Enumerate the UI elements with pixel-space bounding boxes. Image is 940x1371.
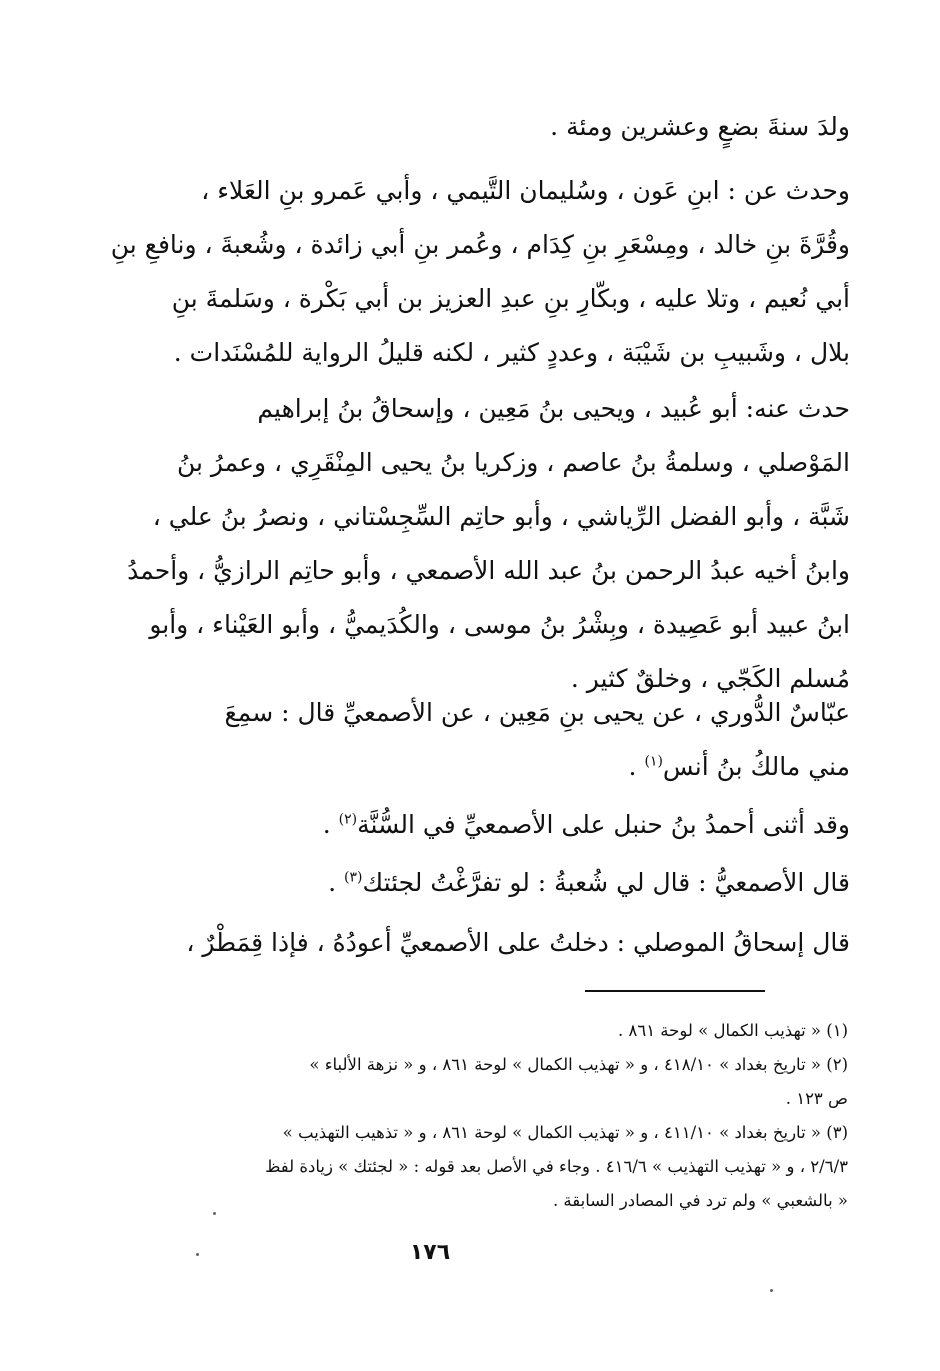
text-line: قال إسحاقُ الموصلي : دخلتُ على الأصمعيِّ أعودُهُ ، فإذا قِمَطْرٌ ، (186, 928, 850, 957)
text-fragment: . (628, 752, 645, 781)
page-number: ١٧٦ (409, 1240, 451, 1265)
text-line: وقُرَّةَ بنِ خالد ، ومِسْعَرِ بنِ كِدَام ، وعُمر بنِ أبي زائدة ، وشُعبةَ ، ونافعِ بنِ (110, 230, 850, 259)
text-line: بلال ، وشَبيبِ بن شَيْبَة ، وعددٍ كثير ، لكنه قليلُ الرواية للمُسْنَدات . (173, 338, 850, 367)
text-line: ولدَ سنةَ بضعٍ وعشرين ومئة . (550, 112, 850, 141)
text-line (100, 740, 850, 794)
text-fragment: مني مالكُ بنُ أنس (662, 752, 850, 781)
text-fragment: وقد أثنى أحمدُ بنُ حنبل على الأصمعيِّ في السُّنَّة (357, 810, 850, 839)
footnote-2: (٢) « تاريخ بغداد » ٤١٨/١٠ ، و « تهذيب الكمال » لوحة ٨٦١ ، و « نزهة الألباء » (309, 1055, 848, 1074)
text-line (100, 856, 850, 910)
paragraph-ahmad (100, 798, 850, 852)
text-line (100, 798, 850, 852)
text-fragment: . (322, 810, 339, 839)
footnote-ref-2: (٢) (338, 811, 358, 828)
footnote-3-end: « بالشعبي » ولم ترد في المصادر السابقة . (552, 1191, 848, 1210)
text-fragment: . (328, 868, 345, 897)
text-line: أبي نُعيم ، وتلا عليه ، وبكّارِ بنِ عبدِ العزيز بن أبي بَكْرة ، وسَلمةَ بنِ (171, 284, 850, 313)
paragraph-abbas (100, 686, 850, 794)
footnote-2-cont: ص ١٢٣ . (785, 1089, 848, 1108)
text-line: وحدث عن : ابنِ عَون ، وسُليمان التَّيمي ، وأبي عَمرو بنِ العَلاء ، (201, 176, 850, 205)
text-line: ابنُ عبيد أبو عَصِيدة ، وبِشْرُ بنُ موسى ، والكُدَيميُّ ، وأبو العَيْناء ، وأبو (149, 610, 850, 639)
footnote-ref-1: (١) (644, 753, 663, 770)
paragraph-birth (100, 100, 850, 154)
footnote-3: (٣) « تاريخ بغداد » ٤١١/١٠ ، و « تهذيب الكمال » لوحة ٨٦١ ، و « تذهيب التهذيب » (282, 1123, 848, 1142)
footnote-3-cont: ٢/٦/٣ ، و « تهذيب التهذيب » ٤١٦/٦ . وجاء في الأصل بعد قوله : « لجئتك » زيادة لفظ (265, 1157, 848, 1176)
text-fragment: قال الأصمعيُّ : قال لي شُعبةُ : لو تفرَّغْتُ لجئتك (362, 868, 850, 897)
scan-speck (770, 1289, 773, 1292)
paragraph-ishaq (100, 916, 850, 970)
paragraph-students (100, 382, 850, 706)
text-line: عبّاسٌ الدُّوري ، عن يحيى بنِ مَعِين ، عن الأصمعيِّ قال : سمِعَ (224, 698, 850, 727)
footnote-1: (١) « تهذيب الكمال » لوحة ٨٦١ . (617, 1021, 848, 1040)
text-line: شَبَّة ، وأبو الفضل الرِّياشي ، وأبو حاتِم السِّجِسْتاني ، ونصرُ بنُ علي ، (152, 502, 850, 531)
scan-speck (196, 1253, 199, 1256)
paragraph-teachers (100, 164, 850, 380)
text-line: مُسلم الكَجّي ، وخلقٌ كثير . (570, 664, 850, 693)
text-line: المَوْصلي ، وسلمةُ بنُ عاصم ، وزكريا بنُ يحيى المِنْقَرِي ، وعمرُ بنُ (176, 448, 850, 477)
text-line: حدث عنه: أبو عُبيد ، ويحيى بنُ مَعِين ، وإسحاقُ بنُ إبراهيم (257, 394, 850, 423)
footnote-ref-3: (٣) (344, 869, 363, 886)
text-line: وابنُ أخيه عبدُ الرحمن بنُ عبد الله الأصمعي ، وأبو حاتِم الرازيُّ ، وأحمدُ (127, 556, 850, 585)
footnotes (98, 1014, 848, 1218)
scan-speck (213, 1212, 216, 1215)
paragraph-shuba (100, 856, 850, 910)
footnote-separator (585, 990, 765, 992)
